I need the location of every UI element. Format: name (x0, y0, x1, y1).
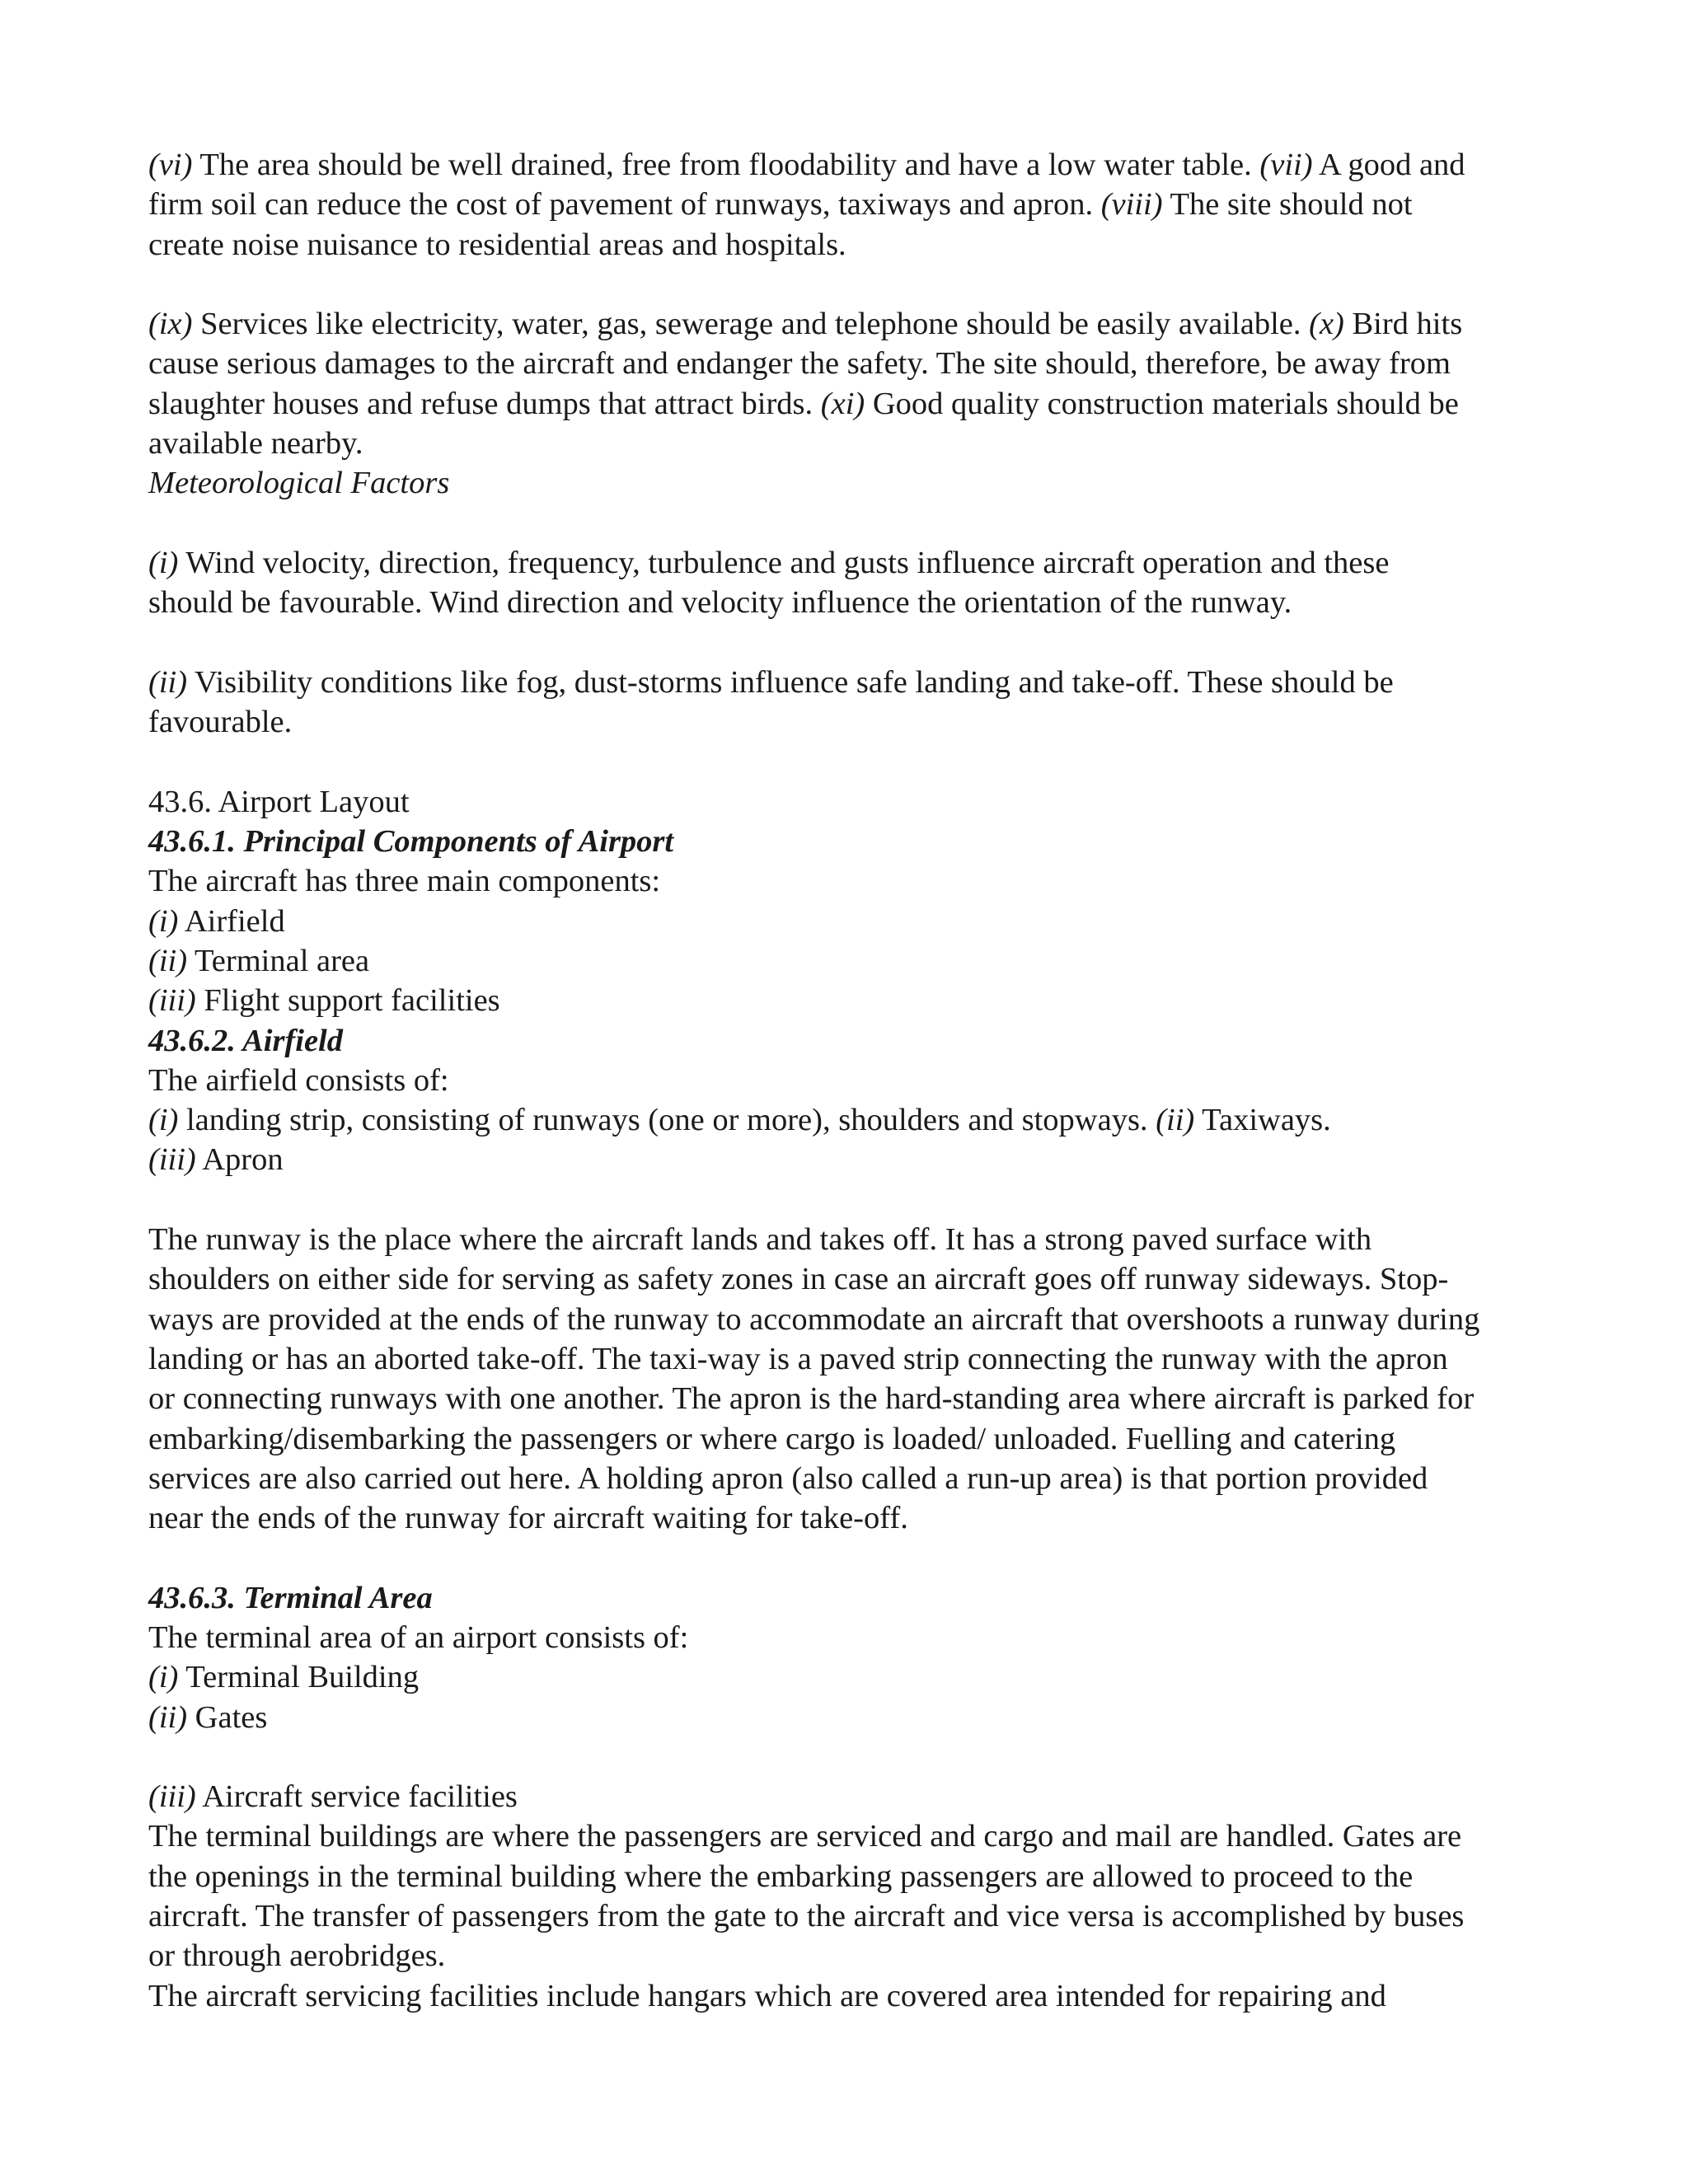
body-text: The runway is the place where the aircraft lands and takes off. It has a strong paved surface with (148, 1222, 1372, 1258)
body-text: landing strip, consisting of runways (one or more), shoulders and stopways. (178, 1103, 1156, 1138)
italic-text: (iii) (148, 983, 196, 1019)
text-line (148, 782, 1550, 822)
text-line (148, 1896, 1550, 1936)
text-line (148, 583, 1550, 622)
italic-text: (vii) (1259, 148, 1313, 182)
text-line (148, 1578, 1550, 1618)
body-text: Aircraft service facilities (195, 1779, 518, 1815)
text-line (148, 702, 1550, 742)
italic-text: (vi) (148, 148, 193, 182)
body-text: 43.6. Airport Layout (148, 784, 410, 819)
body-text: Bird hits (1343, 307, 1463, 342)
text-line (148, 1657, 1550, 1697)
body-text: slaughter houses and refuse dumps that attract birds. (148, 386, 821, 421)
text-line (148, 384, 1550, 424)
section-heading: 43.6.3. Terminal Area (148, 1580, 433, 1615)
body-text: The site should not (1162, 187, 1413, 223)
italic-text: (iii) (148, 1779, 196, 1815)
italic-text: Meteorological Factors (148, 466, 450, 501)
text-line (148, 1419, 1550, 1459)
italic-text: (i) (148, 903, 179, 939)
text-line (148, 861, 1550, 901)
italic-text: (ii) (148, 664, 188, 700)
text-line (148, 1140, 1550, 1179)
body-text: the openings in the terminal building where the embarking passengers are allowed to proceed to the (148, 1858, 1414, 1894)
italic-text: (xi) (820, 386, 865, 421)
body-text: Terminal Building (178, 1660, 420, 1695)
body-text: The terminal buildings are where the passengers are serviced and cargo and mail are handled. Gates are (148, 1819, 1462, 1854)
text-line (148, 1618, 1550, 1657)
body-text: embarking/disembarking the passengers or where cargo is loaded/ unloaded. Fuelling and catering (148, 1421, 1396, 1456)
text-line (148, 1936, 1550, 1975)
text-line (148, 225, 1550, 265)
italic-text: (i) (148, 1103, 179, 1138)
text-line (148, 185, 1550, 224)
body-text: The airfield consists of: (148, 1062, 449, 1098)
body-text: Gates (187, 1699, 268, 1735)
body-text: Visibility conditions like fog, dust-storms influence safe landing and take-off. These should be (187, 664, 1394, 700)
paragraph-gap (148, 265, 1550, 304)
body-text: A good and (1312, 148, 1465, 182)
italic-text: (i) (148, 1660, 179, 1695)
italic-text: (i) (148, 545, 179, 580)
body-text: Apron (195, 1142, 284, 1178)
italic-text: (viii) (1100, 187, 1163, 223)
text-line (148, 1498, 1550, 1538)
paragraph-gap (148, 1180, 1550, 1220)
body-text: Wind velocity, direction, frequency, turbulence and gusts influence aircraft operation and these (178, 545, 1390, 580)
body-text: cause serious damages to the aircraft and endanger the safety. The site should, therefore, be away from (148, 346, 1451, 382)
text-line (148, 981, 1550, 1020)
italic-text: (ii) (1156, 1103, 1195, 1138)
text-line (148, 1379, 1550, 1418)
text-line (148, 1777, 1550, 1816)
italic-text: (ii) (148, 1699, 188, 1735)
body-text: Taxiways. (1194, 1103, 1331, 1138)
body-text: firm soil can reduce the cost of pavement of runways, taxiways and apron. (148, 187, 1101, 223)
body-text: The terminal area of an airport consists of: (148, 1619, 689, 1655)
text-line (148, 1816, 1550, 1856)
text-line (148, 424, 1550, 463)
paragraph-gap (148, 623, 1550, 663)
body-text: The area should be well drained, free from floodability and have a low water table. (192, 148, 1260, 182)
body-text: Good quality construction materials should be (865, 386, 1459, 421)
paragraph-gap (148, 504, 1550, 543)
text-line (148, 543, 1550, 583)
body-text: The aircraft servicing facilities include hangars which are covered area intended for repairing and (148, 1978, 1386, 2013)
body-text: Services like electricity, water, gas, sewerage and telephone should be easily available. (192, 307, 1310, 342)
italic-text: (x) (1309, 307, 1344, 342)
body-text: ways are provided at the ends of the runway to accommodate an aircraft that overshoots a runway during (148, 1301, 1480, 1337)
body-text: available nearby. (148, 426, 363, 462)
body-text: favourable. (148, 705, 293, 740)
text-line (148, 145, 1550, 185)
text-line (148, 822, 1550, 861)
body-text: near the ends of the runway for aircraft waiting for take-off. (148, 1501, 908, 1536)
text-line (148, 1857, 1550, 1896)
text-line (148, 1300, 1550, 1339)
text-line (148, 1259, 1550, 1299)
body-text: aircraft. The transfer of passengers from the gate to the aircraft and vice versa is accomplished by buses (148, 1899, 1465, 1934)
text-line (148, 902, 1550, 941)
body-text: The aircraft has three main components: (148, 864, 661, 899)
text-line (148, 1220, 1550, 1259)
text-line (148, 304, 1550, 344)
paragraph-gap (148, 1737, 1550, 1777)
text-line (148, 1061, 1550, 1100)
body-text: should be favourable. Wind direction and velocity influence the orientation of the runway. (148, 585, 1292, 621)
paragraph-gap (148, 742, 1550, 781)
document-page (148, 145, 1550, 2016)
body-text: Flight support facilities (195, 983, 500, 1019)
text-line (148, 1698, 1550, 1737)
body-text: or connecting runways with one another. The apron is the hard-standing area where aircraft is parked for (148, 1381, 1475, 1417)
body-text: services are also carried out here. A holding apron (also called a run-up area) is that portion provided (148, 1460, 1428, 1496)
text-line (148, 941, 1550, 981)
italic-text: (ii) (148, 943, 188, 978)
text-line (148, 1976, 1550, 2016)
text-line (148, 1339, 1550, 1379)
section-heading: 43.6.1. Principal Components of Airport (148, 824, 674, 860)
text-line (148, 1021, 1550, 1061)
paragraph-gap (148, 1538, 1550, 1577)
body-text: landing or has an aborted take-off. The taxi-way is a paved strip connecting the runway with the apron (148, 1341, 1448, 1376)
text-line (148, 344, 1550, 383)
body-text: Airfield (178, 903, 285, 939)
text-line (148, 1459, 1550, 1498)
italic-text: (ix) (148, 307, 193, 342)
body-text: create noise nuisance to residential areas and hospitals. (148, 227, 846, 262)
body-text: or through aerobridges. (148, 1938, 446, 1974)
italic-text: (iii) (148, 1142, 196, 1178)
section-heading: 43.6.2. Airfield (148, 1023, 343, 1058)
text-line (148, 1100, 1550, 1140)
body-text: shoulders on either side for serving as safety zones in case an aircraft goes off runway sideways. Stop- (148, 1262, 1449, 1297)
text-line (148, 463, 1550, 503)
text-line (148, 663, 1550, 702)
body-text: Terminal area (187, 943, 370, 978)
